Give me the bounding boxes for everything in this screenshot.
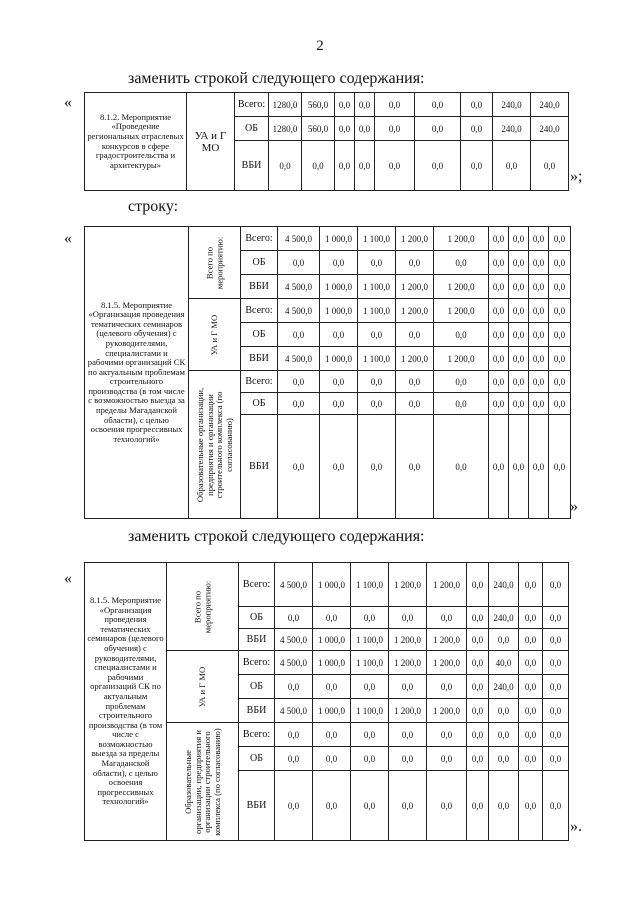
- value-cell: 1 200,0: [396, 299, 434, 323]
- table-2: [84, 226, 571, 519]
- value-cell: 4 500,0: [278, 347, 320, 371]
- source-cell: Всего:: [241, 371, 278, 393]
- value-cell: 0,0: [320, 415, 358, 519]
- value-cell: 4 500,0: [275, 651, 313, 675]
- value-cell: 240,0: [493, 117, 531, 141]
- value-cell: 0,0: [467, 771, 489, 841]
- value-cell: 0,0: [509, 393, 529, 415]
- value-cell: 0,0: [509, 415, 529, 519]
- value-cell: 0,0: [489, 323, 509, 347]
- value-cell: 0,0: [529, 323, 549, 347]
- value-cell: 0,0: [375, 93, 415, 117]
- value-cell: 0,0: [509, 251, 529, 275]
- value-cell: 1 200,0: [396, 275, 434, 299]
- value-cell: 0,0: [313, 771, 351, 841]
- measure-label: 8.1.5. Мероприятие «Организация проведения тематических семинаров (целевого обучения) с руководителями, специалистами и рабочими организаций СК по актуальным проблемам строительного производства (в том числе с возможностью выезда за пределы Магаданской области), с целью освоения прогрессивных технологий»: [85, 227, 189, 519]
- source-cell: ВБИ: [239, 629, 275, 651]
- value-cell: 0,0: [529, 299, 549, 323]
- group-label: Образовательные организации, предприятия и организации строительного комплекса (по согласованию): [194, 387, 234, 502]
- value-cell: 0,0: [389, 607, 427, 629]
- value-cell: 0,0: [389, 723, 427, 747]
- value-cell: 0,0: [549, 275, 571, 299]
- value-cell: 0,0: [549, 323, 571, 347]
- group-cell: [189, 227, 241, 299]
- value-cell: 1 200,0: [427, 629, 467, 651]
- value-cell: 0,0: [275, 747, 313, 771]
- value-cell: 0,0: [278, 415, 320, 519]
- value-cell: 1 200,0: [434, 227, 489, 251]
- value-cell: 0,0: [467, 675, 489, 699]
- value-cell: 0,0: [427, 747, 467, 771]
- value-cell: 0,0: [529, 227, 549, 251]
- value-cell: 0,0: [549, 347, 571, 371]
- value-cell: 0,0: [461, 93, 493, 117]
- group-label: Всего по мероприятию:: [203, 236, 224, 289]
- value-cell: 0,0: [493, 141, 531, 191]
- value-cell: 0,0: [434, 323, 489, 347]
- value-cell: 1 200,0: [389, 629, 427, 651]
- value-cell: 0,0: [519, 723, 543, 747]
- value-cell: 0,0: [389, 747, 427, 771]
- value-cell: 0,0: [313, 723, 351, 747]
- value-cell: 1 000,0: [320, 299, 358, 323]
- value-cell: 0,0: [275, 723, 313, 747]
- value-cell: 4 500,0: [275, 563, 313, 607]
- value-cell: 0,0: [351, 771, 389, 841]
- value-cell: 0,0: [543, 723, 569, 747]
- value-cell: 0,0: [549, 227, 571, 251]
- table-row: [85, 227, 571, 251]
- value-cell: 0,0: [275, 607, 313, 629]
- value-cell: 0,0: [278, 393, 320, 415]
- value-cell: 1 200,0: [396, 347, 434, 371]
- value-cell: 0,0: [313, 607, 351, 629]
- value-cell: 0,0: [529, 415, 549, 519]
- value-cell: 0,0: [427, 675, 467, 699]
- value-cell: 4 500,0: [278, 227, 320, 251]
- value-cell: 40,0: [489, 651, 519, 675]
- value-cell: 560,0: [302, 117, 335, 141]
- value-cell: 0,0: [519, 563, 543, 607]
- source-cell: Всего:: [239, 563, 275, 607]
- source-cell: ОБ: [239, 747, 275, 771]
- value-cell: 0,0: [278, 323, 320, 347]
- value-cell: 0,0: [335, 141, 355, 191]
- value-cell: 0,0: [269, 141, 302, 191]
- value-cell: 0,0: [543, 563, 569, 607]
- value-cell: 0,0: [509, 347, 529, 371]
- value-cell: 0,0: [489, 723, 519, 747]
- replace-paragraph-2: заменить строкой следующего содержания:: [128, 528, 425, 545]
- value-cell: 1 200,0: [389, 563, 427, 607]
- value-cell: 1 000,0: [313, 699, 351, 723]
- value-cell: 0,0: [489, 699, 519, 723]
- value-cell: 4 500,0: [275, 699, 313, 723]
- value-cell: 240,0: [493, 93, 531, 117]
- value-cell: 240,0: [489, 563, 519, 607]
- value-cell: 0,0: [461, 117, 493, 141]
- group-label: Образовательные организации, предприятия и организации строительного комплекса (по согласованию): [182, 727, 222, 836]
- value-cell: 1 000,0: [313, 651, 351, 675]
- measure-label: 8.1.5. Мероприятие «Организация проведения тематических семинаров (целевого обучения) с руководителями, специалистами и рабочими организаций СК по актуальным проблемам строительного производства (в том числе с возможностью выезда за пределы Магаданской области), с целью освоения прогрессивных технологий»: [85, 563, 167, 841]
- value-cell: 0,0: [358, 251, 396, 275]
- table-3: [84, 562, 569, 841]
- page-number: 2: [316, 38, 324, 54]
- value-cell: 0,0: [355, 93, 375, 117]
- value-cell: 0,0: [519, 699, 543, 723]
- row-paragraph: строку:: [128, 198, 179, 215]
- table-1: [84, 92, 569, 191]
- source-cell: ОБ: [239, 607, 275, 629]
- value-cell: 0,0: [529, 251, 549, 275]
- value-cell: 1 000,0: [313, 563, 351, 607]
- value-cell: 0,0: [509, 299, 529, 323]
- value-cell: 0,0: [489, 251, 509, 275]
- value-cell: 0,0: [489, 347, 509, 371]
- value-cell: 0,0: [489, 227, 509, 251]
- value-cell: 0,0: [335, 93, 355, 117]
- value-cell: 0,0: [358, 393, 396, 415]
- measure-label: 8.1.2. Мероприятие «Проведение региональных отраслевых конкурсов в сфере градостроительства и архитектуры»: [85, 93, 187, 191]
- value-cell: 1 100,0: [358, 299, 396, 323]
- value-cell: 0,0: [467, 699, 489, 723]
- value-cell: 0,0: [509, 323, 529, 347]
- value-cell: 1280,0: [269, 117, 302, 141]
- value-cell: 0,0: [427, 607, 467, 629]
- value-cell: 1 200,0: [434, 347, 489, 371]
- source-cell: Всего:: [235, 93, 269, 117]
- value-cell: 0,0: [467, 651, 489, 675]
- close-quote-2: »: [570, 498, 578, 515]
- group-label: УА и Г МО: [208, 314, 219, 355]
- value-cell: 1280,0: [269, 93, 302, 117]
- source-cell: ОБ: [241, 323, 278, 347]
- open-quote-1: «: [64, 94, 72, 111]
- value-cell: 0,0: [427, 771, 467, 841]
- value-cell: 0,0: [549, 371, 571, 393]
- source-cell: ВБИ: [239, 699, 275, 723]
- value-cell: 0,0: [489, 275, 509, 299]
- value-cell: 0,0: [529, 393, 549, 415]
- value-cell: 0,0: [509, 227, 529, 251]
- source-cell: ВБИ: [235, 141, 269, 191]
- value-cell: 1 200,0: [427, 563, 467, 607]
- close-quote-3: ».: [570, 818, 582, 835]
- value-cell: 0,0: [358, 415, 396, 519]
- value-cell: 0,0: [461, 141, 493, 191]
- value-cell: 0,0: [351, 747, 389, 771]
- value-cell: 0,0: [489, 771, 519, 841]
- value-cell: 1 100,0: [358, 275, 396, 299]
- value-cell: 0,0: [529, 371, 549, 393]
- value-cell: 0,0: [396, 393, 434, 415]
- value-cell: 0,0: [467, 723, 489, 747]
- value-cell: 0,0: [375, 141, 415, 191]
- value-cell: 0,0: [549, 415, 571, 519]
- source-cell: ОБ: [241, 393, 278, 415]
- group-cell: [167, 723, 239, 841]
- value-cell: 1 100,0: [351, 563, 389, 607]
- value-cell: 0,0: [543, 675, 569, 699]
- value-cell: 0,0: [355, 141, 375, 191]
- value-cell: 0,0: [358, 323, 396, 347]
- value-cell: 0,0: [529, 347, 549, 371]
- value-cell: 4 500,0: [278, 275, 320, 299]
- group-cell: [189, 371, 241, 519]
- value-cell: 0,0: [467, 747, 489, 771]
- value-cell: 4 500,0: [275, 629, 313, 651]
- value-cell: 0,0: [467, 563, 489, 607]
- value-cell: 0,0: [543, 607, 569, 629]
- table-row: [85, 563, 569, 607]
- value-cell: 0,0: [389, 675, 427, 699]
- value-cell: 0,0: [389, 771, 427, 841]
- value-cell: 0,0: [302, 141, 335, 191]
- value-cell: 560,0: [302, 93, 335, 117]
- value-cell: 0,0: [320, 393, 358, 415]
- value-cell: 0,0: [396, 323, 434, 347]
- value-cell: 0,0: [434, 415, 489, 519]
- value-cell: 1 200,0: [389, 699, 427, 723]
- value-cell: 0,0: [519, 629, 543, 651]
- value-cell: 0,0: [549, 393, 571, 415]
- value-cell: 0,0: [320, 251, 358, 275]
- value-cell: 0,0: [415, 141, 461, 191]
- value-cell: 1 200,0: [434, 275, 489, 299]
- executor-cell: УА и Г МО: [187, 93, 235, 191]
- group-label: УА и Г МО: [196, 666, 207, 707]
- value-cell: 0,0: [427, 723, 467, 747]
- value-cell: 0,0: [489, 371, 509, 393]
- value-cell: 0,0: [313, 747, 351, 771]
- open-quote-3: «: [64, 570, 72, 587]
- value-cell: 0,0: [543, 651, 569, 675]
- value-cell: 1 100,0: [358, 347, 396, 371]
- value-cell: 0,0: [313, 675, 351, 699]
- group-cell: [167, 651, 239, 723]
- source-cell: ВБИ: [241, 347, 278, 371]
- value-cell: 0,0: [467, 629, 489, 651]
- value-cell: 1 200,0: [396, 227, 434, 251]
- group-label: Всего по мероприятию:: [191, 580, 212, 633]
- source-cell: ВБИ: [241, 275, 278, 299]
- value-cell: 1 000,0: [320, 227, 358, 251]
- value-cell: 0,0: [351, 607, 389, 629]
- value-cell: 0,0: [549, 299, 571, 323]
- close-quote-1: »;: [570, 168, 583, 185]
- value-cell: 0,0: [275, 771, 313, 841]
- group-cell: [167, 563, 239, 651]
- value-cell: 0,0: [529, 275, 549, 299]
- source-cell: ВБИ: [241, 415, 278, 519]
- value-cell: 1 100,0: [351, 651, 389, 675]
- value-cell: 0,0: [489, 747, 519, 771]
- value-cell: 0,0: [519, 651, 543, 675]
- value-cell: 0,0: [531, 141, 569, 191]
- value-cell: 0,0: [434, 371, 489, 393]
- source-cell: Всего:: [239, 651, 275, 675]
- value-cell: 0,0: [519, 675, 543, 699]
- value-cell: 1 100,0: [351, 629, 389, 651]
- value-cell: 0,0: [335, 117, 355, 141]
- open-quote-2: «: [64, 230, 72, 247]
- group-cell: [189, 299, 241, 371]
- value-cell: 0,0: [489, 629, 519, 651]
- value-cell: 0,0: [396, 371, 434, 393]
- value-cell: 1 200,0: [427, 651, 467, 675]
- value-cell: 0,0: [489, 415, 509, 519]
- value-cell: 0,0: [519, 607, 543, 629]
- value-cell: 240,0: [489, 607, 519, 629]
- value-cell: 0,0: [543, 629, 569, 651]
- value-cell: 0,0: [375, 117, 415, 141]
- table-row: [85, 93, 569, 117]
- value-cell: 0,0: [543, 699, 569, 723]
- value-cell: 0,0: [320, 323, 358, 347]
- value-cell: 240,0: [489, 675, 519, 699]
- replace-paragraph-1: заменить строкой следующего содержания:: [128, 70, 425, 87]
- source-cell: Всего:: [241, 227, 278, 251]
- value-cell: 0,0: [415, 93, 461, 117]
- value-cell: 0,0: [351, 675, 389, 699]
- value-cell: 0,0: [396, 251, 434, 275]
- source-cell: ВБИ: [239, 771, 275, 841]
- value-cell: 0,0: [434, 251, 489, 275]
- value-cell: 0,0: [509, 275, 529, 299]
- value-cell: 0,0: [519, 747, 543, 771]
- value-cell: 1 200,0: [389, 651, 427, 675]
- source-cell: ОБ: [239, 675, 275, 699]
- value-cell: 1 200,0: [427, 699, 467, 723]
- value-cell: 0,0: [278, 371, 320, 393]
- value-cell: 0,0: [275, 675, 313, 699]
- value-cell: 0,0: [278, 251, 320, 275]
- value-cell: 240,0: [531, 93, 569, 117]
- value-cell: 1 200,0: [434, 299, 489, 323]
- value-cell: 1 000,0: [320, 347, 358, 371]
- value-cell: 0,0: [489, 299, 509, 323]
- value-cell: 0,0: [358, 371, 396, 393]
- value-cell: 0,0: [320, 371, 358, 393]
- value-cell: 240,0: [531, 117, 569, 141]
- value-cell: 1 000,0: [320, 275, 358, 299]
- source-cell: Всего:: [241, 299, 278, 323]
- value-cell: 4 500,0: [278, 299, 320, 323]
- value-cell: 0,0: [543, 771, 569, 841]
- value-cell: 1 100,0: [351, 699, 389, 723]
- source-cell: ОБ: [235, 117, 269, 141]
- value-cell: 0,0: [549, 251, 571, 275]
- source-cell: Всего:: [239, 723, 275, 747]
- value-cell: 0,0: [415, 117, 461, 141]
- value-cell: 1 100,0: [358, 227, 396, 251]
- value-cell: 0,0: [396, 415, 434, 519]
- source-cell: ОБ: [241, 251, 278, 275]
- value-cell: 1 000,0: [313, 629, 351, 651]
- value-cell: 0,0: [543, 747, 569, 771]
- value-cell: 0,0: [509, 371, 529, 393]
- value-cell: 0,0: [519, 771, 543, 841]
- value-cell: 0,0: [351, 723, 389, 747]
- value-cell: 0,0: [355, 117, 375, 141]
- value-cell: 0,0: [467, 607, 489, 629]
- value-cell: 0,0: [434, 393, 489, 415]
- value-cell: 0,0: [489, 393, 509, 415]
